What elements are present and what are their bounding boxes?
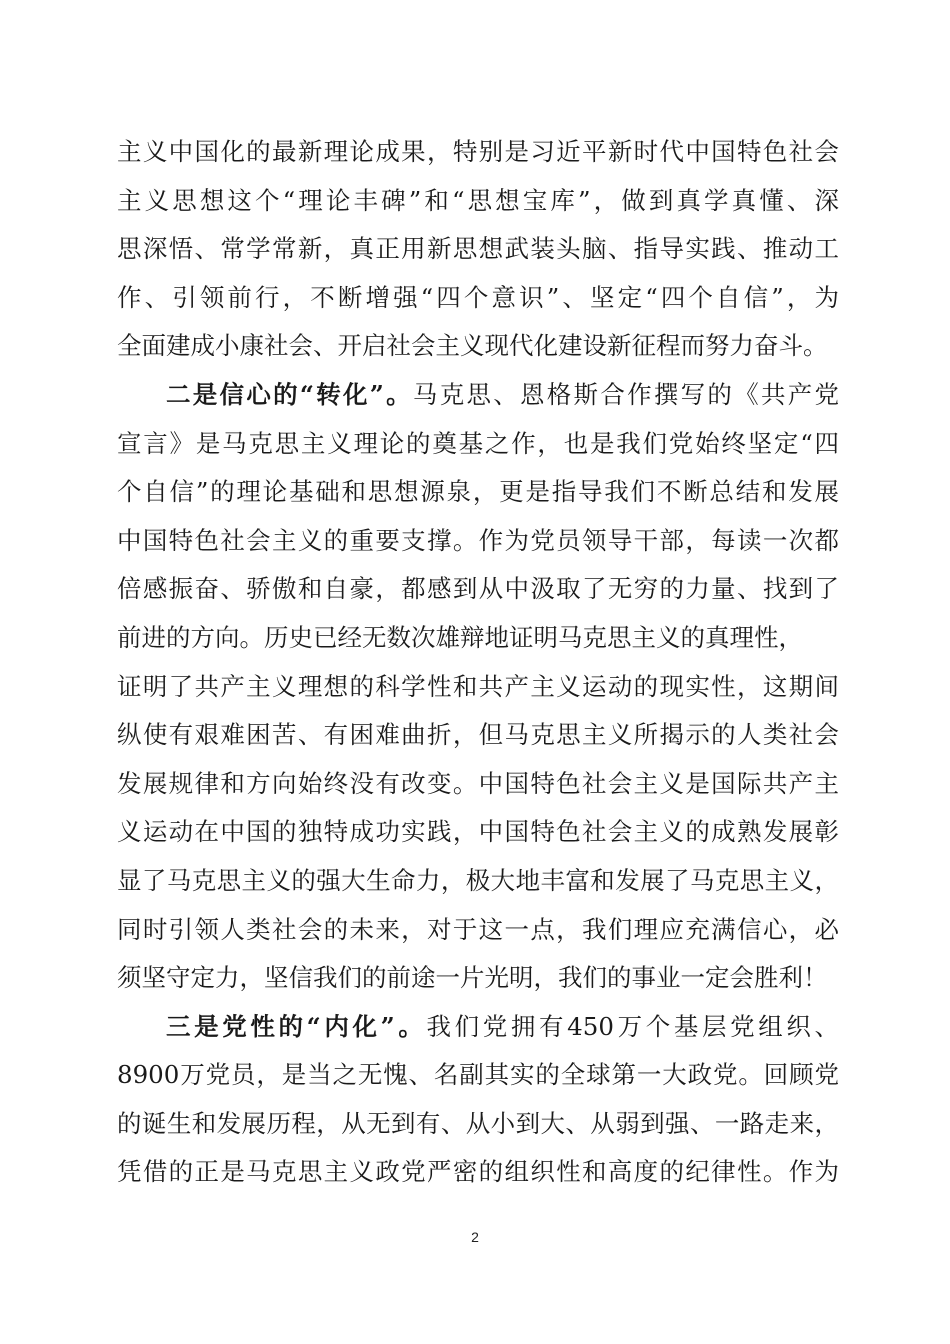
paragraph-2-line: 须坚守定力，坚信我们的前途一片光明，我们的事业一定会胜利！ <box>117 963 828 993</box>
page-number: 2 <box>471 1229 479 1245</box>
body-text <box>117 128 839 1197</box>
paragraph-1-line-4: 作、引领前行，不断增强“四个意识”、坚定“四个自信”，为 <box>117 282 839 312</box>
paragraph-2-line: 倍感振奋、骄傲和自豪，都感到从中汲取了无穷的力量、找到了 <box>117 574 839 604</box>
paragraph-2-line: 同时引领人类社会的未来，对于这一点，我们理应充满信心，必 <box>117 914 839 944</box>
paragraph-3-line: 凭借的正是马克思主义政党严密的组织性和高度的纪律性。作为 <box>117 1157 839 1187</box>
paragraph-2-line: 前进的方向。历史已经无数次雄辩地证明马克思主义的真理性， <box>117 622 803 652</box>
paragraph-3-line: 8900万党员，是当之无愧、名副其实的全球第一大政党。回顾党 <box>117 1060 839 1090</box>
paragraph-3-first-line <box>117 1003 839 1052</box>
paragraph-2-line: 中国特色社会主义的重要支撑。作为党员领导干部，每读一次都 <box>117 525 839 555</box>
paragraph-2-line: 显了马克思主义的强大生命力，极大地丰富和发展了马克思主义， <box>117 865 839 895</box>
paragraph-1-line-5: 全面建成小康社会、开启社会主义现代化建设新征程而努力奋斗。 <box>117 331 828 361</box>
paragraph-3-lead: 三是党性的“内化”。 <box>166 1011 427 1041</box>
paragraph-2-lead: 二是信心的“转化”。 <box>166 379 413 409</box>
paragraph-3-first-rest: 我们党拥有450万个基层党组织、 <box>426 1011 839 1041</box>
paragraph-2-line: 发展规律和方向始终没有改变。中国特色社会主义是国际共产主 <box>117 768 839 798</box>
paragraph-2-line: 宣言》是马克思主义理论的奠基之作，也是我们党始终坚定“四 <box>117 428 839 458</box>
paragraph-1-line-2: 主义思想这个“理论丰碑”和“思想宝库”，做到真学真懂、深 <box>117 185 839 215</box>
paragraph-2-line: 个自信”的理论基础和思想源泉，更是指导我们不断总结和发展 <box>117 477 839 507</box>
paragraph-1-line-3: 思深悟、常学常新，真正用新思想武装头脑、指导实践、推动工 <box>117 234 839 264</box>
paragraph-2-line: 纵使有艰难困苦、有困难曲折，但马克思主义所揭示的人类社会 <box>117 720 839 750</box>
paragraph-3-line: 的诞生和发展历程，从无到有、从小到大、从弱到强、一路走来， <box>117 1108 839 1138</box>
paragraph-2-line: 义运动在中国的独特成功实践，中国特色社会主义的成熟发展彰 <box>117 817 839 847</box>
paragraph-2-line: 证明了共产主义理想的科学性和共产主义运动的现实性，这期间 <box>117 671 839 701</box>
paragraph-2-first-line <box>117 371 839 420</box>
paragraph-1-line-1: 主义中国化的最新理论成果，特别是习近平新时代中国特色社会 <box>117 137 839 166</box>
paragraph-2-first-rest: 马克思、恩格斯合作撰写的《共产党 <box>412 379 840 409</box>
